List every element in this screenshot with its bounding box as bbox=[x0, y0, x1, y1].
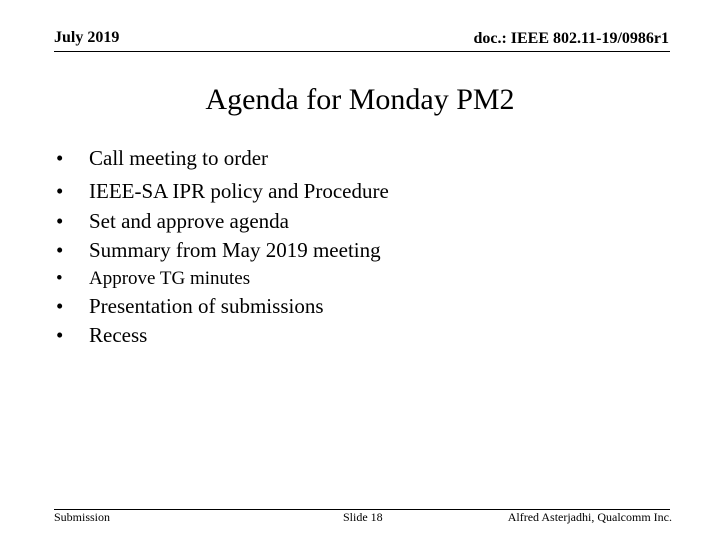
bullet-icon: • bbox=[56, 268, 63, 289]
agenda-item-text: Approve TG minutes bbox=[89, 268, 251, 289]
bullet-icon: • bbox=[56, 179, 64, 203]
bullet-icon: • bbox=[56, 146, 64, 170]
footer-submission: Submission bbox=[54, 510, 111, 524]
agenda-item bbox=[56, 320, 676, 350]
bullet-icon: • bbox=[56, 323, 64, 347]
agenda-item bbox=[56, 176, 676, 206]
agenda-item bbox=[56, 235, 676, 265]
footer-author: Alfred Asterjadhi, Qualcomm Inc. bbox=[507, 510, 672, 524]
agenda-item-text: Presentation of submissions bbox=[89, 294, 324, 318]
bullet-icon: • bbox=[56, 238, 64, 262]
bullet-icon: • bbox=[56, 209, 64, 233]
agenda-item bbox=[56, 143, 676, 173]
header-date: July 2019 bbox=[54, 29, 120, 46]
agenda-item bbox=[56, 264, 676, 294]
footer-slide-number: Slide 18 bbox=[343, 510, 383, 524]
agenda-item bbox=[56, 206, 676, 236]
agenda-item bbox=[56, 291, 676, 321]
agenda-item-text: Call meeting to order bbox=[89, 146, 269, 170]
agenda-item-text: IEEE-SA IPR policy and Procedure bbox=[89, 179, 389, 203]
bullet-icon: • bbox=[56, 294, 64, 318]
agenda-item-text: Set and approve agenda bbox=[89, 209, 290, 233]
slide-title: Agenda for Monday PM2 bbox=[205, 83, 515, 116]
header-doc-id: doc.: IEEE 802.11-19/0986r1 bbox=[473, 30, 669, 47]
agenda-item-text: Summary from May 2019 meeting bbox=[89, 238, 381, 262]
agenda-item-text: Recess bbox=[89, 323, 148, 347]
header-divider bbox=[54, 51, 670, 52]
